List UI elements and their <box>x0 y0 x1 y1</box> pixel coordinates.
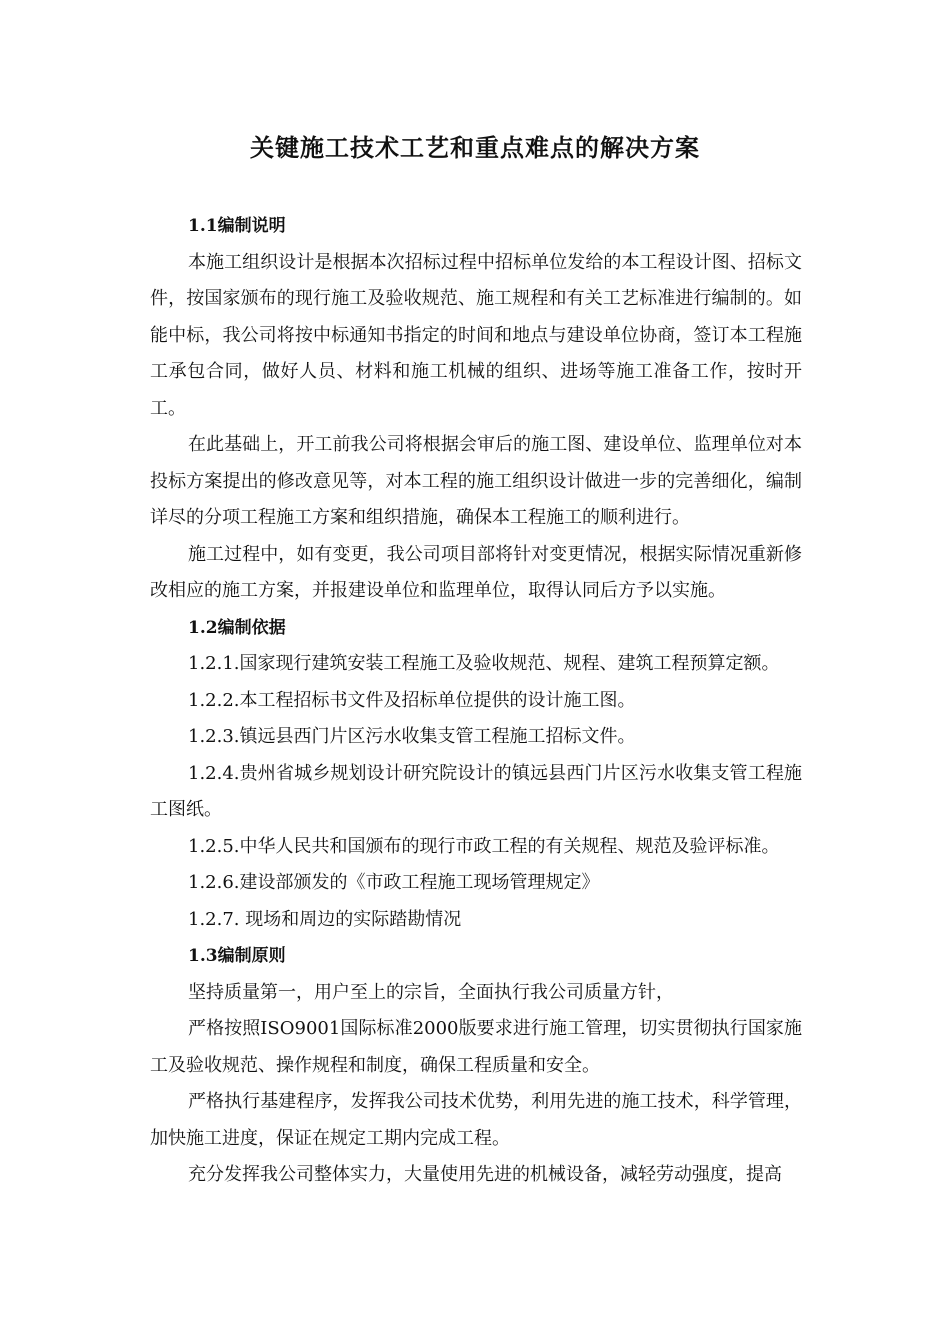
basis-list-item: 1.2.3.镇远县西门片区污水收集支管工程施工招标文件。 <box>188 726 636 747</box>
section-heading-1-1: 1.1编制说明 <box>188 216 286 236</box>
basis-list-item: 1.2.1.国家现行建筑安装工程施工及验收规范、规程、建筑工程预算定额。 <box>188 653 780 674</box>
paragraph: 充分发挥我公司整体实力，大量使用先进的机械设备，减轻劳动强度，提高 <box>188 1164 782 1185</box>
basis-list-item: 1.2.4.贵州省城乡规划设计研究院设计的镇远县西门片区污水收集支管工程施工图纸。 <box>150 762 802 820</box>
paragraph: 本施工组织设计是根据本次招标过程中招标单位发给的本工程设计图、招标文件，按国家颁布的现行施工及验收规范、施工规程和有关工艺标准进行编制的。如能中标，我公司将按中标通知书指定的时间和地点与建设单位协商，签订本工程施工承包合同，做好人员、材料和施工机械的组织、进场等施工准备工作，按时开工。 <box>150 251 802 419</box>
basis-list-item: 1.2.5.中华人民共和国颁布的现行市政工程的有关规程、规范及验评标准。 <box>188 835 780 857</box>
basis-list-item: 1.2.7. 现场和周边的实际踏勘情况 <box>188 908 462 930</box>
document-title: 关键施工技术工艺和重点难点的解决方案 <box>250 133 700 162</box>
paragraph: 施工过程中，如有变更，我公司项目部将针对变更情况，根据实际情况重新修改相应的施工方案，并报建设单位和监理单位，取得认同后方予以实施。 <box>150 543 802 601</box>
paragraph: 在此基础上，开工前我公司将根据会审后的施工图、建设单位、监理单位对本投标方案提出的修改意见等，对本工程的施工组织设计做进一步的完善细化，编制详尽的分项工程施工方案和组织措施，确保本工程施工的顺利进行。 <box>150 434 802 528</box>
paragraph: 严格执行基建程序，发挥我公司技术优势，利用先进的施工技术，科学管理，加快施工进度，保证在规定工期内完成工程。 <box>150 1091 802 1149</box>
basis-list-item: 1.2.2.本工程招标书文件及招标单位提供的设计施工图。 <box>188 689 636 711</box>
section-heading-1-3: 1.3编制原则 <box>188 946 286 966</box>
document-body <box>150 208 802 1194</box>
paragraph: 严格按照ISO9001国际标准2000版要求进行施工管理，切实贯彻执行国家施工及验收规范、操作规程和制度，确保工程质量和安全。 <box>150 1018 802 1076</box>
section-heading-1-2: 1.2编制依据 <box>188 617 286 638</box>
paragraph: 坚持质量第一，用户至上的宗旨，全面执行我公司质量方针， <box>188 981 674 1003</box>
basis-list-item: 1.2.6.建设部颁发的《市政工程施工现场管理规定》 <box>188 872 600 893</box>
